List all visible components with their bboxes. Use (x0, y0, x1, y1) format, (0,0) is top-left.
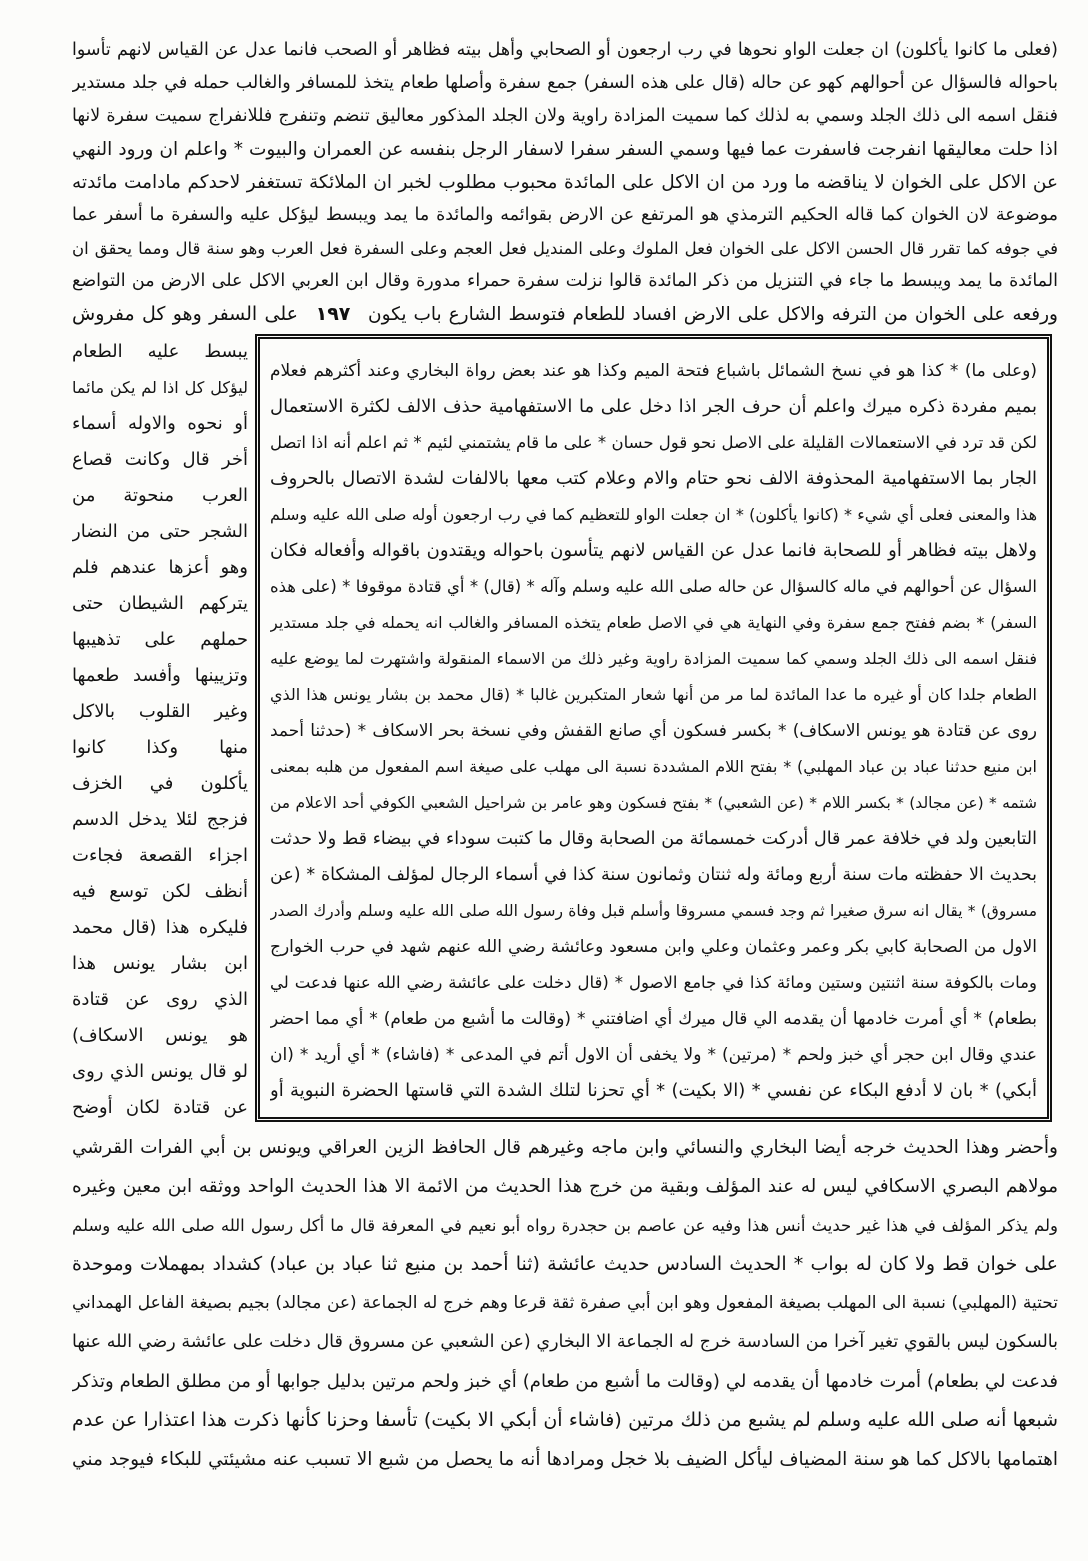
margin-text-line: العرب منحوتة من (72, 485, 248, 506)
page-number: ١٩٧ (315, 303, 351, 325)
commentary-line: التابعين ولد في خلافة عمر قال أدركت خمسمائة من الصحابة وقال ما كتبت سوداء في بيضاء قط ولا حدثت (270, 829, 1037, 849)
text-line: مولاهم البصري الاسكافي ليس له عند المؤلف وبقية من خرج هذا الحديث من الائمة الا هذا الحديث الواحد ووثقه ابن معين وغيره (72, 1176, 1058, 1197)
top-last-line (72, 298, 1058, 331)
text-line: تحتية (المهلبي) نسبة الى المهلب بصيغة المفعول وهو ابن أبي صفرة ثقة قرعا وهم خرج له الجماعة (عن مجالد) بجيم بصيغة الفاعل الهمداني (72, 1293, 1058, 1313)
commentary-line: لكن قد ترد في الاستعمالات القليلة على الاصل نحو قول حسان * على ما قام يشتمني لئيم * ثم اعلم أنه اذا اتصل (270, 433, 1037, 452)
margin-column (72, 334, 248, 1126)
margin-text-line: اجزاء القصعة فجاءت (72, 845, 248, 866)
text-line: ولم يذكر المؤلف في هذا غير حديث أنس هذا وفيه عن عاصم بن حجدرة رواه أبو نعيم في المعرفة قال ما أكل رسول الله صلى الله عليه وسلم (72, 1216, 1058, 1235)
margin-text-line: أخر قال وكانت قصاع (72, 449, 248, 470)
margin-text-line: عن قتادة لكان أوضح (72, 1097, 248, 1118)
commentary-line: عندي وقال ابن حجر أي خبز ولحم * (مرتين) * ولا يخفى أن الاول أتم في المدعى * (فاشاء) * أي أريد * (ان (270, 1045, 1037, 1065)
commentary-line: الجار بما الاستفهامية المحذوفة الالف نحو حتام والام وعلام كتب معها بالالفات لشدة الاتصال بالحروف (270, 468, 1037, 489)
text-line: فنقل اسمه الى ذلك الجلد وسمي به لذلك كما سميت المزادة راوية ولان الجلد المذكور معاليق تنضم وتنفرج فللانفراج سميت سفرة لانها (72, 106, 1058, 126)
text-line: وأحضر وهذا الحديث خرجه أيضا البخاري والنسائي وابن ماجه وغيرهم قال الحافظ الزين العراقي ويونس بن أبي الفرات القرشي (72, 1137, 1058, 1158)
margin-text-line: منها وكذا كانوا (72, 737, 248, 758)
margin-text-line: فزجج لئلا يدخل الدسم (72, 809, 248, 830)
text-line: عن الاكل على الخوان لا يناقضه ما ورد من ان الاكل على المائدة محبوب مطلوب لخبر ان الملائكة تستغفر لاحدكم مادامت مائدته (72, 172, 1058, 193)
bottom-text-block (72, 1128, 1058, 1479)
margin-text-line: ابن بشار يونس هذا (72, 953, 248, 974)
text-line: موضوعة لان الخوان كما قاله الحكيم الترمذي هو المرتفع عن الارض بقوائمه والمائدة ما يمد ويبسط ليؤكل عليه والسفرة ما أسفر عما (72, 205, 1058, 225)
margin-text-line: حملهم على تذهيبها (72, 629, 248, 650)
commentary-line: فنقل اسمه الى ذلك الجلد وسمي كما سميت المزادة راوية وغير ذلك من الاسماء المنقولة واشتهرت لما يوضع عليه (270, 649, 1037, 668)
commentary-line: بحديث الا حفظته مات سنة أربع ومائة وله ثنتان وثمانون سنة كذا في أسماء الرجال لمؤلف المشكاة * (عن (270, 865, 1037, 885)
margin-text-line: يأكلون في الخزف (72, 773, 248, 794)
commentary-line: هذا والمعنى فعلى أي شيء * (كانوا يأكلون) * ان جعلت الواو للتعظيم كما في رب ارجعون أوله صلى الله عليه وسلم (270, 505, 1037, 524)
top-last-line-text: ورفعه على الخوان من الترفه والاكل على الارض افساد للطعام فتوسط الشارع باب يكون (368, 304, 1058, 325)
text-line: على خوان قط ولا كان له بواب * الحديث السادس حديث عائشة (ثنا أحمد بن منيع ثنا عباد بن عباد) كشداد بمهملات وموحدة (72, 1253, 1058, 1275)
margin-text-line: هو يونس الاسكاف) (72, 1025, 248, 1046)
margin-text-line: لو قال يونس الذي روى (72, 1061, 248, 1082)
margin-text-line: أنظف لكن توسع فيه (72, 881, 248, 902)
text-line: باحواله فالسؤال عن أحوالهم كهو عن حاله (قال على هذه السفر) جمع سفرة وأصلها طعام يتخذ للمسافر والغالب حمله في جلد مستدير (72, 73, 1058, 93)
text-line: فدعت لي بطعام) أمرت خادمها أن يقدمه لي (وقالت ما أشبع من طعام) أي خبز ولحم مرتين بدليل جوابها أو من مطلق الطعام وتذكر (72, 1371, 1058, 1392)
commentary-line: روى عن قتادة هو يونس الاسكاف) * بكسر فسكون أي صانع القفش وفي نسخة بحر الاسكاف * (حدثنا أحمد (270, 721, 1037, 741)
margin-text-line: يبسط عليه الطعام (72, 341, 248, 362)
text-line: شبعها أنه صلى الله عليه وسلم لم يشبع من ذلك مرتين (فاشاء أن أبكي الا بكيت) تأسفا وحزنا كأنها ذكرت هذا اعتذارا عن عدم (72, 1409, 1058, 1431)
margin-text-line: وغير القلوب بالاكل (72, 701, 248, 722)
commentary-line: الطعام جلدا كان أو غيره ما عدا المائدة لما مر من أنها شعار المتكبرين غالبا * (قال محمد بن بشار يونس هذا الذي (270, 685, 1037, 704)
commentary-line: ومات بالكوفة سنة اثنتين وستين ومائة كذا في جامع الاصول * (قال دخلت على عائشة رضي الله عنها فدعت لي (270, 973, 1037, 992)
text-line: اذا حلت معاليقها انفرجت فاسفرت عما فيها وسمي السفر سفرا لاسفار الرجل بنفسه عن العمران والبيوت * واعلم ان ورود النهي (72, 139, 1058, 160)
framed-commentary-box (255, 334, 1052, 1122)
commentary-line: ولاهل بيته فظاهر أو للصحابة فانما عدل عن القياس لانهم يتأسون باحواله ويقتدون باقواله وأفعاله فكان (270, 540, 1037, 561)
text-line: بالسكون ليس بالقوي تغير آخرا من السادسة خرج له الجماعة الا البخاري (عن الشعبي عن مسروق قال دخلت على عائشة رضي الله عنها (72, 1332, 1058, 1352)
top-lines (72, 34, 1058, 298)
text-line: اهتمامها بالاكل كما هو سنة المضياف ليأكل الضيف بلا خجل ومرادها أنه ما يحصل من شبع الا تسبب عنه مشيئتي للبكاء فيوجد مني (72, 1449, 1058, 1470)
commentary-line: (وعلى ما) * كذا هو في نسخ الشمائل باشباع فتحة الميم وكذا هو عند بعض رواة البخاري وعند أكثرهم فعلام (270, 361, 1037, 381)
commentary-line: السفر) * بضم ففتح جمع سفرة وفي النهاية هي في الاصل طعام يتخذه المسافر والغالب انه يحمله في جلد مستدير (270, 613, 1037, 632)
margin-text-line: الذي روى عن قتادة (72, 989, 248, 1010)
top-text-block (72, 34, 1058, 331)
commentary-line: بميم مفردة ذكره ميرك واعلم أن حرف الجر اذا دخل على ما الاستفهامية حذف الالف لكثرة الاستعمال (270, 396, 1037, 417)
margin-text-line: فليكره هذا (قال محمد (72, 917, 248, 938)
commentary-line: بطعام) * أي أمرت خادمها أن يقدمه الي قال ميرك أي اضافتني * (وقالت ما أشبع من طعام) * أي مما احضر (270, 1009, 1037, 1029)
commentary-line: السؤال عن أحوالهم في ماله كالسؤال عن حاله صلى الله عليه وسلم وآله * (قال) * أي قتادة موقوفا * (على هذه (270, 577, 1037, 596)
text-line: (فعلى ما كانوا يأكلون) ان جعلت الواو نحوها في رب ارجعون أو الصحابي وأهل بيته فظاهر أو الصحب فانما عدل عن القياس لانهم تأسوا (72, 40, 1058, 60)
commentary-line: مسروق) * يقال انه سرق صغيرا ثم وجد فسمي مسروقا وأسلم قبل وفاة رسول الله صلى الله عليه وسلم وأدرك الصدر (270, 902, 1037, 920)
commentary-line: الاول من الصحابة كابي بكر وعمر وعثمان وعلي وابن مسعود وعائشة رضي الله عنهم شهد في حرب الخوارج (270, 937, 1037, 957)
top-last-line-tail: على السفر وهو كل مفروش (72, 303, 298, 325)
text-line: المائدة ما يمد ويبسط ما جاء في التنزيل من ذكر المائدة قالوا نزلت سفرة حمراء مدورة وقال ابن العربي الاكل على الارض من التواضع (72, 271, 1058, 291)
commentary-line: ابن منيع حدثنا عباد بن عباد المهلبي) * بفتح اللام المشددة نسبة الى مهلب على صيغة اسم المفعول من هلبه بمعنى (270, 757, 1037, 776)
margin-text-line: ليؤكل كل اذا لم يكن مائما (72, 378, 248, 397)
text-line: في جوفه كما تقرر قال الحسن الاكل على الخوان فعل الملوك وعلى المنديل فعل العجم وعلى السفرة فعل العرب وهو سنة قال ومما يحقق ان (72, 239, 1058, 258)
margin-text-line: يتركهم الشيطان حتى (72, 593, 248, 614)
margin-text-line: أو نحوه والاوله أسماء (72, 413, 248, 434)
margin-text-line: وهو أعزها عندهم فلم (72, 557, 248, 578)
commentary-line: شتمه * (عن مجالد) * بكسر اللام * (عن الشعبي) * بفتح فسكون وهو عامر بن شراحيل الشعبي الكوفي أحد الاعلام من (270, 794, 1037, 812)
margin-text-line: وتزيينها وأفسد طعمها (72, 665, 248, 686)
margin-text-line: الشجر حتى من النضار (72, 521, 248, 542)
commentary-line: أبكي) * بان لا أدفع البكاء عن نفسي * (الا بكيت) * أي تحزنا لتلك الشدة التي قاستها الحضرة النبوية أو (270, 1080, 1037, 1101)
